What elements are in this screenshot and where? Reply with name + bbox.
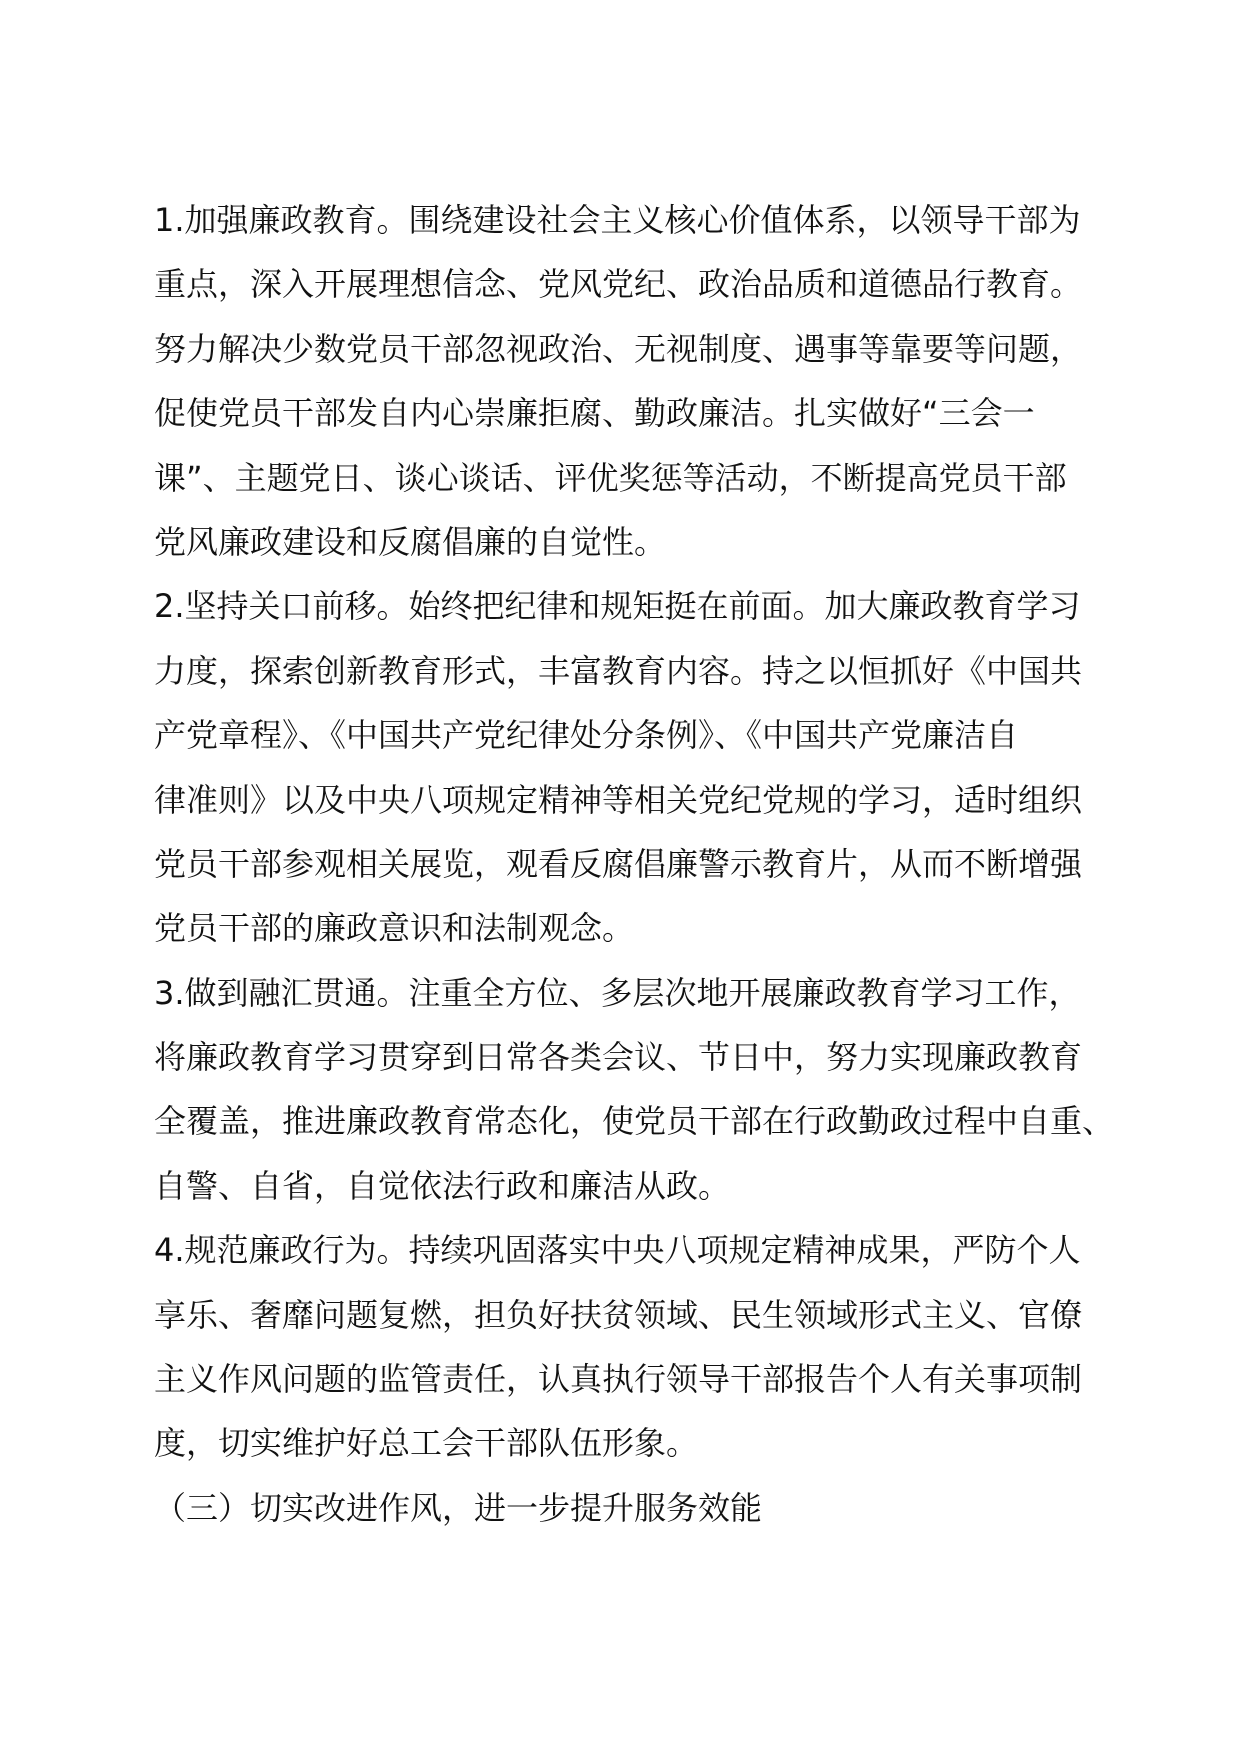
body-text-line: 4.规范廉政行为。持续巩固落实中央八项规定精神成果，严防个人	[154, 1231, 1081, 1270]
body-text-line: 1.加强廉政教育。围绕建设社会主义核心价值体系，以领导干部为	[154, 201, 1081, 239]
body-text-line: 全覆盖，推进廉政教育常态化，使党员干部在行政勤政过程中自重、	[154, 1102, 1115, 1141]
body-text-line: 促使党员干部发自内心崇廉拒腐、勤政廉洁。扎实做好“三会一	[154, 394, 1035, 433]
body-text-line: 产党章程》、《中国共产党纪律处分条例》、《中国共产党廉洁自	[154, 716, 1019, 755]
body-text-line: 重点，深入开展理想信念、党风党纪、政治品质和道德品行教育。	[154, 265, 1083, 304]
body-text-line: 努力解决少数党员干部忽视政治、无视制度、遇事等靠要等问题，	[154, 329, 1083, 368]
body-text-line: 度，切实维护好总工会干部队伍形象。	[154, 1424, 699, 1463]
body-text-line: 党风廉政建设和反腐倡廉的自觉性。	[154, 522, 667, 561]
body-text-line: 自警、自省，自觉依法行政和廉洁从政。	[154, 1166, 731, 1205]
body-text-line: 党员干部的廉政意识和法制观念。	[154, 909, 635, 948]
body-text-line: 力度，探索创新教育形式，丰富教育内容。持之以恒抓好《中国共	[154, 651, 1083, 690]
body-text-line: 主义作风问题的监管责任，认真执行领导干部报告个人有关事项制	[154, 1360, 1083, 1399]
section-heading: （三）切实改进作风，进一步提升服务效能	[154, 1488, 763, 1527]
body-text-line: 3.做到融汇贯通。注重全方位、多层次地开展廉政教育学习工作，	[154, 973, 1081, 1012]
body-text-line: 课”、主题党日、谈心谈话、评优奖惩等活动，不断提高党员干部	[154, 458, 1067, 497]
body-text-line: 律准则》以及中央八项规定精神等相关党纪党规的学习，适时组织	[154, 780, 1083, 819]
body-text-line: 将廉政教育学习贯穿到日常各类会议、节日中，努力实现廉政教育	[154, 1038, 1083, 1077]
body-text-line: 2.坚持关口前移。始终把纪律和规矩挺在前面。加大廉政教育学习	[154, 587, 1081, 626]
body-text-line: 享乐、奢靡问题复燃，担负好扶贫领域、民生领域形式主义、官僚	[154, 1295, 1083, 1334]
body-text-line: 党员干部参观相关展览，观看反腐倡廉警示教育片，从而不断增强	[154, 844, 1083, 883]
document-body	[154, 188, 1115, 1540]
